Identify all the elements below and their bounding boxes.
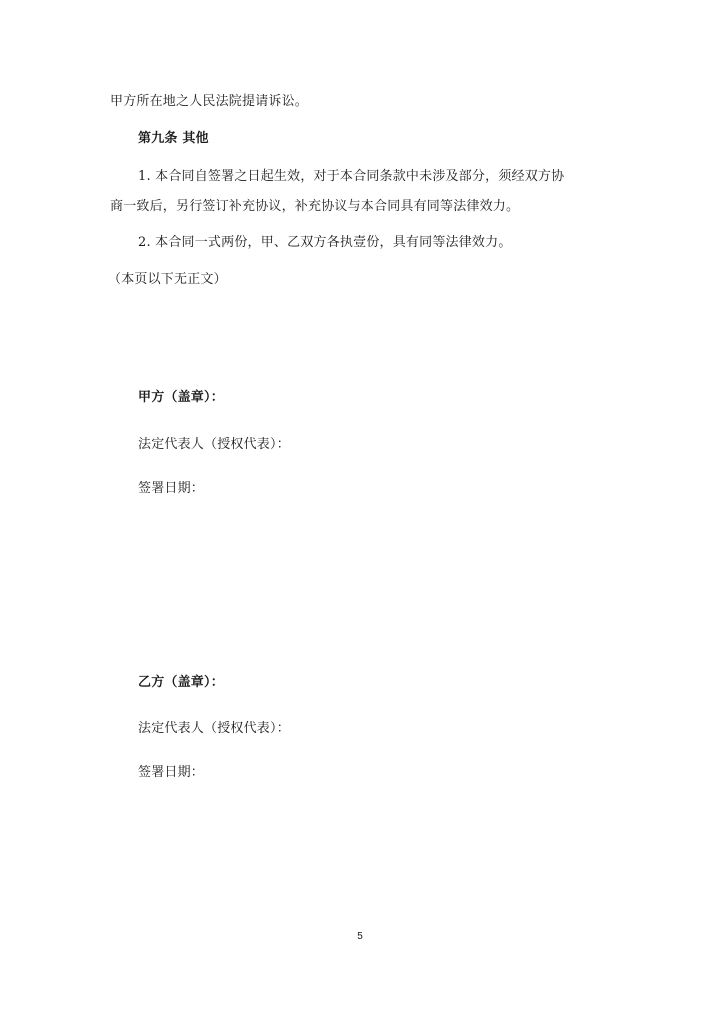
no-further-text-note: （本页以下无正文） xyxy=(108,272,227,287)
party-a-representative-label: 法定代表人（授权代表）： xyxy=(138,437,290,452)
continued-clause-text: 甲方所在地之人民法院提请诉讼。 xyxy=(110,94,309,109)
article-9-item-2: 2. 本合同一式两份，甲、乙双方各执壹份，具有同等法律效力。 xyxy=(138,235,512,250)
party-b-representative-label: 法定代表人（授权代表）： xyxy=(138,721,290,736)
page-number: 5 xyxy=(357,931,363,942)
party-b-signing-date-label: 签署日期： xyxy=(138,765,205,780)
article-9-item-1-line-2: 商一致后，另行签订补充协议，补充协议与本合同具有同等法律效力。 xyxy=(110,199,520,214)
party-b-seal-label: 乙方（盖章）： xyxy=(138,675,224,690)
article-9-heading: 第九条 其他 xyxy=(138,131,209,146)
party-a-signing-date-label: 签署日期： xyxy=(138,481,205,496)
article-9-item-1-line-1: 1. 本合同自签署之日起生效，对于本合同条款中未涉及部分，须经双方协 xyxy=(138,169,565,184)
party-a-seal-label: 甲方（盖章）： xyxy=(138,390,224,405)
